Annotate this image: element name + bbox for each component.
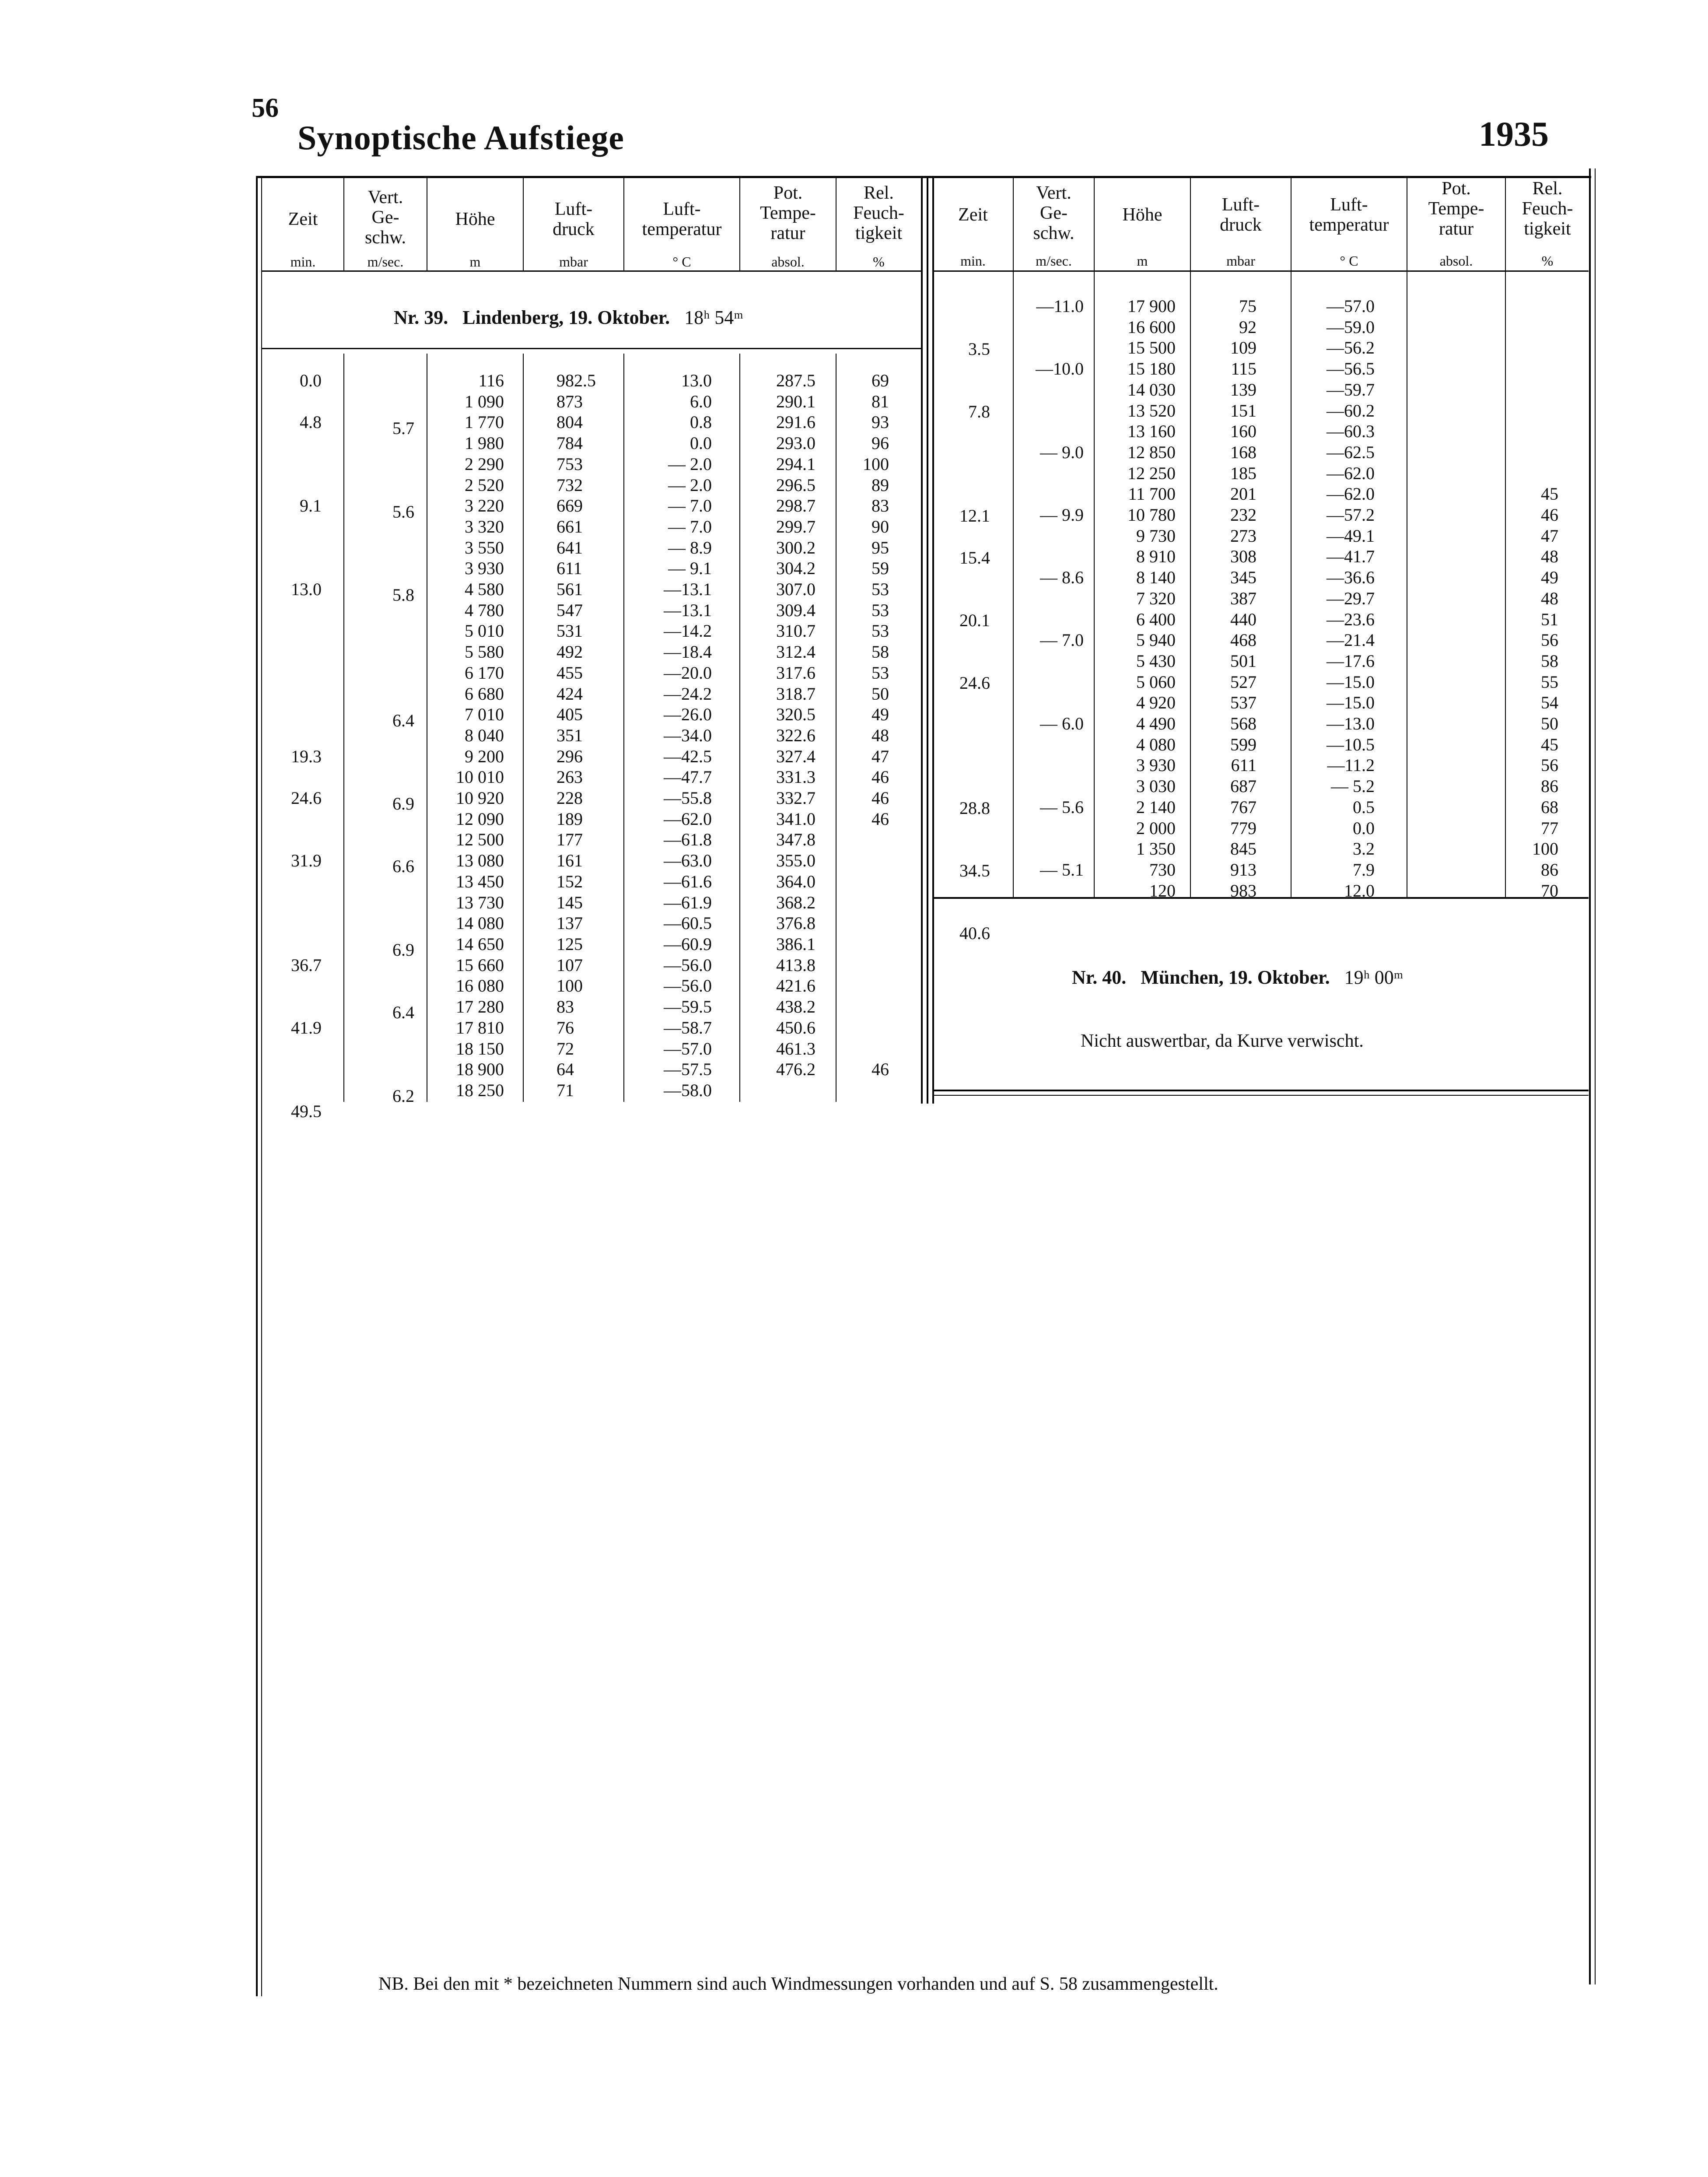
right-col-zeit: 3.5 7.8 12.1 15.4 20.1 24.6 28.8 34.5 40.6 <box>959 339 990 943</box>
unit-luftdruck: mbar <box>559 254 588 270</box>
right-col-luftdruck: 75 92 109 115 139 151 160 168 185 201 232 273 308 345 387 440 468 501 527 537 568 599 611 687 767 779 845 913 983 <box>1230 296 1256 901</box>
header-luftdruck-2: druck <box>1220 215 1262 235</box>
unit-lufttemp: ° C <box>672 254 691 270</box>
header-hoehe: Höhe <box>455 209 495 229</box>
header-vert-2: Ge- <box>1040 203 1068 223</box>
unit-zeit: min. <box>290 254 316 270</box>
header-luftdruck-2: druck <box>553 219 595 239</box>
header-vert-3: schw. <box>1033 223 1074 243</box>
left-col-zeit: 0.0 4.8 9.1 13.0 19.3 24.6 31.9 36.7 41.9 49.5 <box>291 371 322 1121</box>
left-caption-time: 18ʰ 54ᵐ <box>684 307 743 328</box>
right-col-hoehe: 17 900 16 600 15 500 15 180 14 030 13 520 13 160 12 850 12 250 11 700 10 780 9 730 8 910 8 140 7 320 6 400 5 940 5 430 5 060 4 920 4 490 4 080 3 930 3 030 2 140 2 000 1 350 730 120 <box>1127 296 1176 901</box>
right-caption-time: 19ʰ 00ᵐ <box>1344 967 1404 988</box>
left-col-lufttemp: 13.0 6.0 0.8 0.0 — 2.0 — 2.0 — 7.0 — 7.0 — 8.9 — 9.1 —13.1 —13.1 —14.2 —18.4 —20.0 —24.2 —26.0 —34.0 —42.5 —47.7 —55.8 —62.0 —61.8 —63.0 —61.6 —61.9 —60.5 —60.9 —56.0 —56.0 —59.5 —58.7 —57.0 —57.5 —58.0 <box>664 371 712 1100</box>
header-lufttemp-1: Luft- <box>663 199 701 219</box>
header-pot-3: ratur <box>770 223 805 243</box>
header-pot-3: ratur <box>1438 219 1474 239</box>
header-rel-2: Feuch- <box>853 203 904 223</box>
header-lufttemp-2: temperatur <box>642 219 722 239</box>
left-ascent-caption <box>394 306 743 329</box>
right-col-lufttemp: —57.0 —59.0 —56.2 —56.5 —59.7 —60.2 —60.3 —62.5 —62.0 —62.0 —57.2 —49.1 —41.7 —36.6 —29.7 —23.6 —21.4 —17.6 —15.0 —15.0 —13.0 —10.5 —11.2 — 5.2 0.5 0.0 3.2 7.9 12.0 <box>1326 296 1375 901</box>
header-luftdruck-1: Luft- <box>1222 195 1260 215</box>
unit-lufttemp: ° C <box>1340 253 1358 269</box>
unit-vert: m/sec. <box>1036 253 1072 269</box>
page-number: 56 <box>252 93 279 123</box>
unit-zeit: min. <box>960 253 986 269</box>
header-pot-1: Pot. <box>1442 179 1471 199</box>
left-col-rel: 69 81 93 96 100 89 83 90 95 59 53 53 53 58 53 50 49 48 47 46 46 46 46 <box>863 371 889 1080</box>
header-pot-2: Tempe- <box>760 203 816 223</box>
right-col-rel: 45 46 47 48 49 48 51 56 58 55 54 50 45 56 86 68 77 100 86 70 <box>1532 484 1558 901</box>
unit-pot: absol. <box>1439 253 1473 269</box>
right-caption-note: Nicht auswertbar, da Kurve verwischt. <box>1081 1031 1364 1051</box>
left-col-vert: 5.7 5.6 5.8 6.4 6.9 6.6 6.9 6.4 6.2 <box>392 418 414 1106</box>
header-vert-1: Vert. <box>368 187 403 207</box>
header-vert-2: Ge- <box>371 207 399 228</box>
left-caption-nr: Nr. 39. <box>394 307 448 328</box>
footnote: NB. Bei den mit * bezeichneten Nummern sind auch Windmessungen vorhanden und auf S. 58 zusammengestellt. <box>378 1974 1218 1994</box>
header-lufttemp-2: temperatur <box>1309 215 1389 235</box>
unit-hoehe: m <box>469 254 481 270</box>
unit-luftdruck: mbar <box>1226 253 1255 269</box>
unit-rel: % <box>873 254 885 270</box>
right-col-vert: —11.0 —10.0 — 9.0 — 9.9 — 8.6 — 7.0 — 6.0 — 5.6 — 5.1 <box>1036 296 1084 880</box>
unit-pot: absol. <box>771 254 805 270</box>
header-pot-1: Pot. <box>773 183 803 203</box>
header-luftdruck-1: Luft- <box>554 199 593 219</box>
page-title: Synoptische Aufstiege <box>298 119 624 157</box>
header-rel-1: Rel. <box>864 183 894 203</box>
header-hoehe: Höhe <box>1122 205 1162 225</box>
left-caption-place: Lindenberg, 19. Oktober. <box>462 307 670 328</box>
header-lufttemp-1: Luft- <box>1330 195 1368 215</box>
header-rel-1: Rel. <box>1532 179 1563 199</box>
page-year: 1935 <box>1479 115 1549 154</box>
unit-rel: % <box>1541 253 1554 269</box>
right-ascent-caption <box>1072 966 1403 989</box>
left-col-luftdruck: 982.5 873 804 784 753 732 669 661 641 611 561 547 531 492 455 424 405 351 296 263 228 189 177 161 152 145 137 125 107 100 83 76 72 64 71 <box>556 371 596 1100</box>
unit-hoehe: m <box>1137 253 1148 269</box>
header-zeit: Zeit <box>288 209 318 229</box>
header-vert-3: schw. <box>364 228 406 248</box>
right-caption-nr: Nr. 40. <box>1072 967 1127 988</box>
right-caption-place: München, 19. Oktober. <box>1141 967 1330 988</box>
header-vert-1: Vert. <box>1036 183 1071 203</box>
left-col-pot: 287.5 290.1 291.6 293.0 294.1 296.5 298.7 299.7 300.2 304.2 307.0 309.4 310.7 312.4 317.6 318.7 320.5 322.6 327.4 331.3 332.7 341.0 347.8 355.0 364.0 368.2 376.8 386.1 413.8 421.6 438.2 450.6 461.3 476.2 <box>776 371 816 1080</box>
header-rel-3: tigkeit <box>855 223 903 243</box>
header-zeit: Zeit <box>958 205 988 225</box>
unit-vert: m/sec. <box>367 254 404 270</box>
left-col-hoehe: 116 1 090 1 770 1 980 2 290 2 520 3 220 3 320 3 550 3 930 4 580 4 780 5 010 5 580 6 170 6 680 7 010 8 040 9 200 10 010 10 920 12 090 12 500 13 080 13 450 13 730 14 080 14 650 15 660 16 080 17 280 17 810 18 150 18 900 18 250 <box>456 371 504 1100</box>
header-rel-2: Feuch- <box>1522 199 1573 219</box>
header-rel-3: tigkeit <box>1524 219 1571 239</box>
header-pot-2: Tempe- <box>1428 199 1484 219</box>
